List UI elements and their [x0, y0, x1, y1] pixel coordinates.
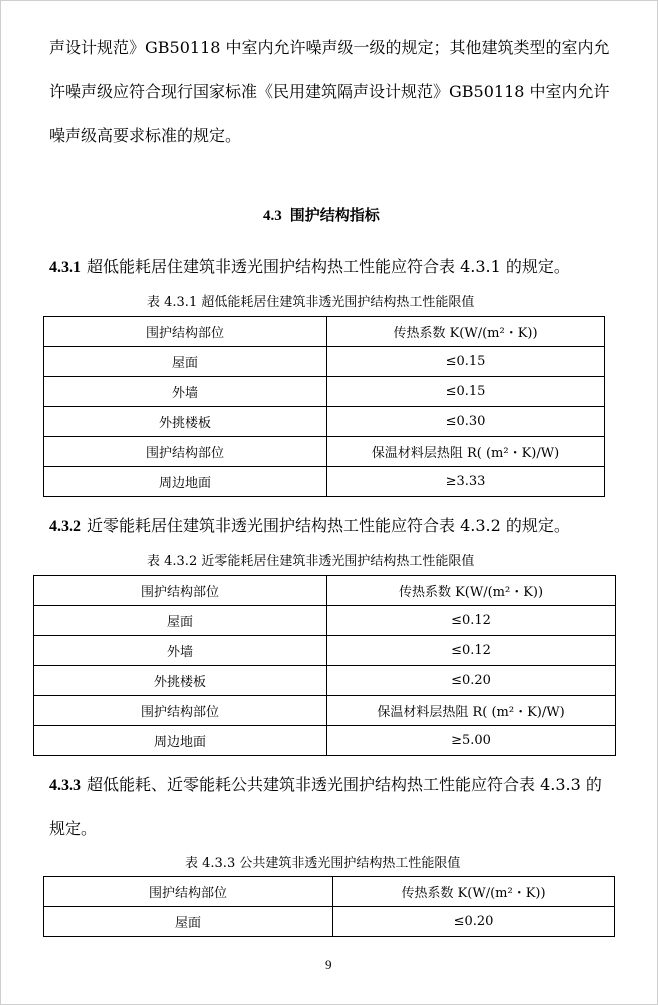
clause-4-3-3-continued: 规定。 — [49, 819, 98, 838]
table-cell: ≤0.15 — [327, 377, 605, 407]
clause-4-3-2 — [49, 513, 570, 536]
table-cell: ≤0.12 — [327, 606, 616, 636]
table-row — [44, 407, 605, 437]
table-row — [44, 437, 605, 467]
table-cell: ≤0.12 — [327, 636, 616, 666]
table-cell: 周边地面 — [34, 726, 327, 756]
table-cell: ≤0.20 — [327, 666, 616, 696]
table-row — [34, 666, 616, 696]
table-row — [44, 467, 605, 497]
table-row — [44, 377, 605, 407]
table-cell: 传热系数 K(W/(m²・K)) — [327, 576, 616, 606]
table-4-3-3 — [43, 876, 615, 937]
table-cell: 周边地面 — [44, 467, 327, 497]
clause-number: 4.3.1 — [49, 259, 81, 276]
table-row — [44, 317, 605, 347]
table-cell: 外挑楼板 — [44, 407, 327, 437]
table-caption-4-3-1: 表 4.3.1 超低能耗居住建筑非透光围护结构热工性能限值 — [147, 295, 475, 310]
table-caption-4-3-2: 表 4.3.2 近零能耗居住建筑非透光围护结构热工性能限值 — [147, 554, 475, 569]
table-cell: 外墙 — [34, 636, 327, 666]
table-cell: 屋面 — [44, 907, 333, 937]
table-row — [44, 907, 615, 937]
table-cell: 围护结构部位 — [44, 317, 327, 347]
table-row — [44, 347, 605, 377]
intro-line-1: 声设计规范》GB50118 中室内允许噪声级一级的规定；其他建筑类型的室内允 — [49, 38, 610, 57]
table-row — [34, 696, 616, 726]
table-row — [44, 877, 615, 907]
table-cell: 传热系数 K(W/(m²・K)) — [327, 317, 605, 347]
clause-4-3-1 — [49, 254, 570, 277]
table-cell: 围护结构部位 — [34, 696, 327, 726]
table-cell: ≤0.30 — [327, 407, 605, 437]
table-cell: ≥5.00 — [327, 726, 616, 756]
table-row — [34, 606, 616, 636]
table-cell: 保温材料层热阻 R( (m²・K)/W) — [327, 437, 605, 467]
table-caption-4-3-3: 表 4.3.3 公共建筑非透光围护结构热工性能限值 — [185, 856, 461, 871]
table-cell: ≤0.20 — [333, 907, 615, 937]
clause-number: 4.3.2 — [49, 518, 81, 535]
intro-line-3: 噪声级高要求标准的规定。 — [49, 126, 242, 145]
table-cell: ≤0.15 — [327, 347, 605, 377]
section-title: 围护结构指标 — [289, 206, 380, 224]
table-cell: 围护结构部位 — [44, 437, 327, 467]
table-row — [34, 576, 616, 606]
table-4-3-1 — [43, 316, 605, 497]
table-cell: 围护结构部位 — [44, 877, 333, 907]
clause-4-3-3 — [49, 772, 602, 795]
section-number: 4.3 — [263, 208, 282, 224]
table-row — [34, 636, 616, 666]
table-cell: 保温材料层热阻 R( (m²・K)/W) — [327, 696, 616, 726]
table-cell: ≥3.33 — [327, 467, 605, 497]
table-row — [34, 726, 616, 756]
table-cell: 围护结构部位 — [34, 576, 327, 606]
table-cell: 外挑楼板 — [34, 666, 327, 696]
section-heading — [263, 204, 380, 225]
table-cell: 屋面 — [44, 347, 327, 377]
clause-text: 超低能耗居住建筑非透光围护结构热工性能应符合表 4.3.1 的规定。 — [87, 257, 570, 276]
intro-line-2: 许噪声级应符合现行国家标准《民用建筑隔声设计规范》GB50118 中室内允许 — [49, 82, 610, 101]
table-cell: 屋面 — [34, 606, 327, 636]
clause-text: 近零能耗居住建筑非透光围护结构热工性能应符合表 4.3.2 的规定。 — [87, 516, 570, 535]
clause-number: 4.3.3 — [49, 777, 81, 794]
page-number: 9 — [325, 957, 332, 972]
table-cell: 外墙 — [44, 377, 327, 407]
clause-text: 超低能耗、近零能耗公共建筑非透光围护结构热工性能应符合表 4.3.3 的 — [87, 775, 602, 794]
table-cell: 传热系数 K(W/(m²・K)) — [333, 877, 615, 907]
table-4-3-2 — [33, 575, 616, 756]
